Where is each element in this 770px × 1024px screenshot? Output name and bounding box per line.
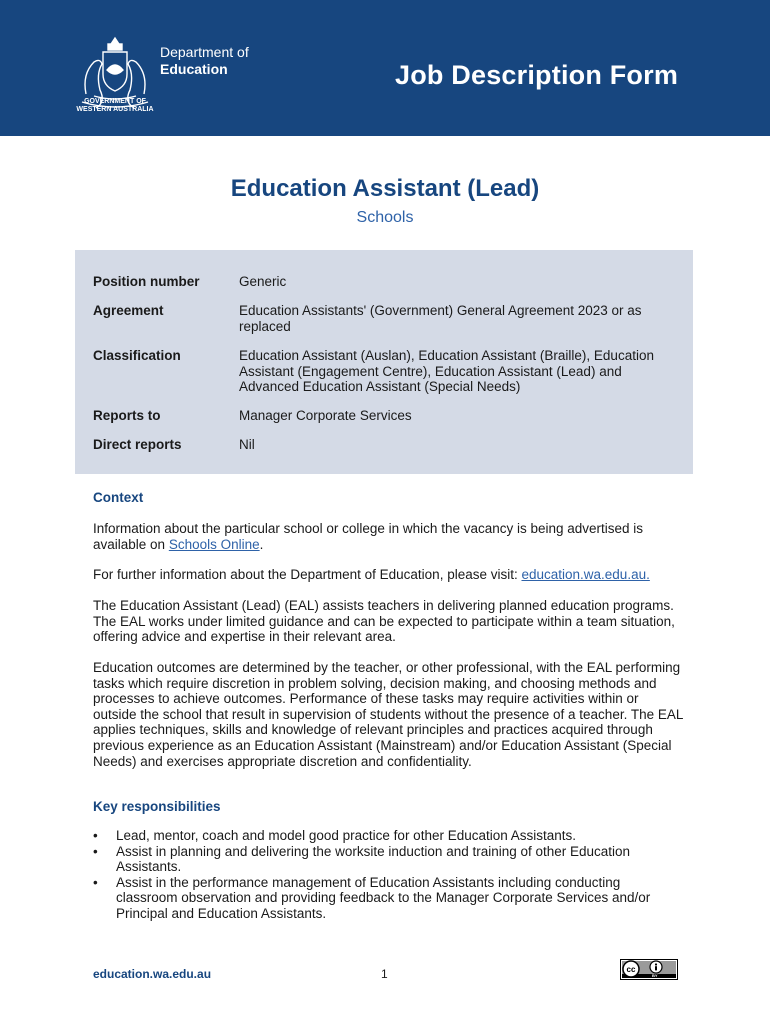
creative-commons-by-icon bbox=[620, 959, 678, 980]
government-label bbox=[75, 98, 155, 114]
list-item bbox=[93, 875, 685, 922]
context-paragraph-4: Education outcomes are determined by the teacher, or other professional, with the EAL performing tasks which require discretion in problem solving, decision making, and choosing methods and processes to achieve outcomes. Performance of these tasks may require activities within or outside the school that result in supervision of students without the presence of a teacher. The EAL applies techniques, skills and knowledge of relevant principles and practices acquired through previous experience as an Education Assistant (Mainstream) and/or Education Assistant (Special Needs) and exercises appropriate discretion and confidentiality. bbox=[93, 660, 683, 769]
detail-value: Manager Corporate Services bbox=[239, 408, 412, 423]
detail-label: Position number bbox=[93, 274, 200, 289]
bullet-icon: • bbox=[93, 828, 98, 843]
detail-label: Reports to bbox=[93, 408, 161, 423]
dept-line-2: Education bbox=[160, 61, 228, 77]
list-item bbox=[93, 828, 685, 844]
list-item-text: Assist in planning and delivering the worksite induction and training of other Education Assistants. bbox=[116, 843, 631, 875]
context-heading: Context bbox=[93, 490, 144, 505]
context-paragraph-1 bbox=[93, 521, 685, 552]
list-item-text: Assist in the performance management of Education Assistants including conducting classroom observation and providing feedback to the Manager Corporate Services and/or Principal and Education Assistants. bbox=[116, 874, 651, 921]
govt-line-2: WESTERN AUSTRALIA bbox=[76, 106, 154, 113]
header-banner bbox=[0, 0, 770, 136]
responsibilities-heading: Key responsibilities bbox=[93, 799, 221, 814]
detail-label: Agreement bbox=[93, 303, 164, 318]
form-title: Job Description Form bbox=[395, 60, 679, 90]
license-label: BY bbox=[652, 973, 658, 978]
context-paragraph-3: The Education Assistant (Lead) (EAL) assists teachers in delivering planned education programs. The EAL works under limited guidance and can be expected to participate within a team situation, offering advice and expertise in their relevant area. bbox=[93, 598, 675, 645]
list-item bbox=[93, 844, 685, 875]
detail-label: Direct reports bbox=[93, 437, 182, 452]
context-p1-end: . bbox=[259, 536, 264, 552]
context-p1-text: Information about the particular school or college in which the vacancy is being advertised is available on bbox=[93, 521, 644, 552]
bullet-icon: • bbox=[93, 874, 98, 890]
list-item-text: Lead, mentor, coach and model good practice for other Education Assistants. bbox=[116, 828, 577, 843]
dept-line-1: Department of bbox=[160, 44, 249, 60]
position-title: Education Assistant (Lead) bbox=[230, 175, 540, 202]
context-p2-text: For further information about the Department of Education, please visit: bbox=[93, 567, 522, 582]
bullet-icon: • bbox=[93, 843, 98, 859]
schools-online-link[interactable]: Schools Online bbox=[168, 536, 260, 552]
detail-label: Classification bbox=[93, 348, 181, 363]
detail-value: Generic bbox=[239, 274, 287, 289]
position-details-box bbox=[75, 250, 693, 474]
responsibilities-list bbox=[93, 828, 685, 922]
footer-url[interactable]: education.wa.edu.au bbox=[93, 967, 212, 981]
education-website-link[interactable]: education.wa.edu.au. bbox=[521, 567, 650, 582]
department-name bbox=[160, 44, 249, 78]
detail-value: Education Assistant (Auslan), Education Assistant (Braille), Education Assistant (Engagement Centre), Education Assistant (Lead) and Advanced Education Assistant (Special Needs) bbox=[239, 348, 654, 394]
position-subtitle: Schools bbox=[356, 209, 414, 226]
svg-text:cc: cc bbox=[626, 965, 636, 974]
govt-line-1: GOVERNMENT OF bbox=[84, 98, 146, 105]
context-paragraph-2 bbox=[93, 567, 685, 583]
detail-value: Nil bbox=[239, 437, 255, 452]
detail-value: Education Assistants' (Government) General Agreement 2023 or as replaced bbox=[239, 303, 642, 334]
page-number: 1 bbox=[381, 967, 388, 981]
